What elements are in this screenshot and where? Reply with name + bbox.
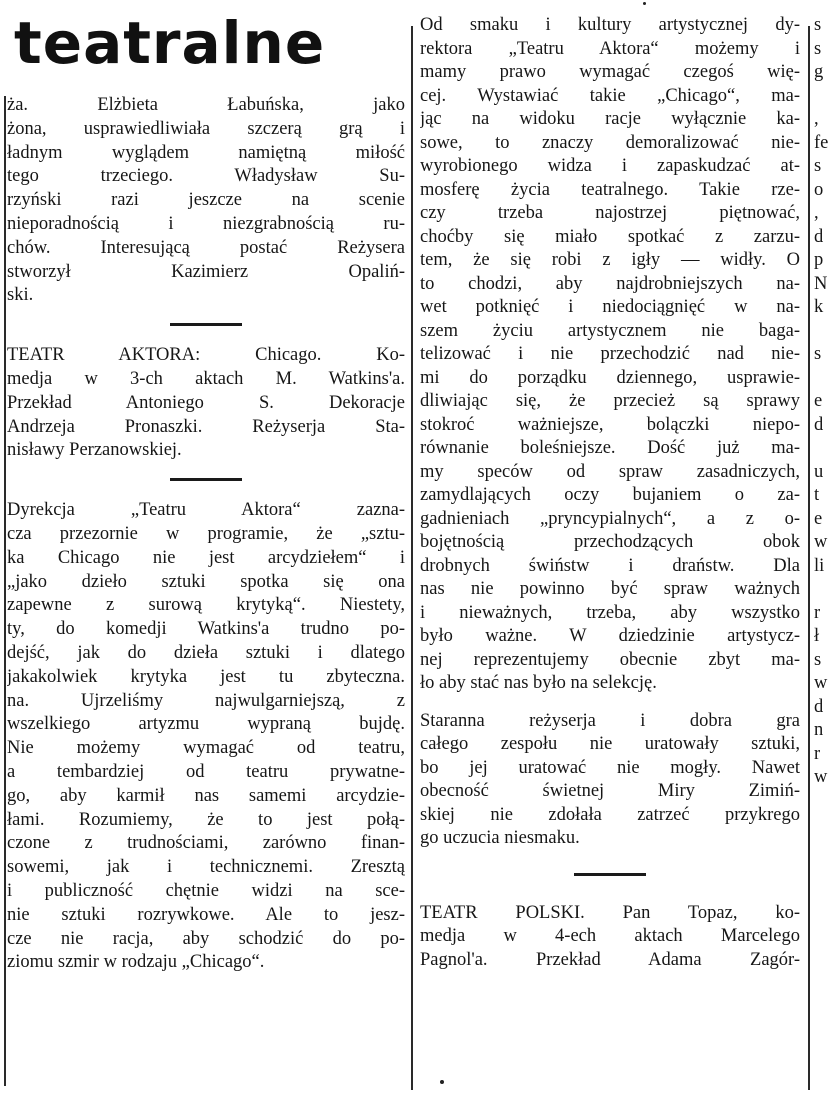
fragment-line: r <box>814 602 821 623</box>
text-line: skiej nie zdołała zatrzeć przykrego <box>420 804 800 825</box>
text-line: mosferę życia teatralnego. Takie rze- <box>420 179 800 200</box>
fragment-line: , <box>814 203 819 223</box>
text-line: nisławy Perzanowskiej. <box>7 440 182 461</box>
fragment-line: g <box>814 62 824 82</box>
text-line: wszelkiego artyzmu wypraną bujdę. <box>7 714 405 735</box>
text-line: tem, że się robi z igły — widły. O <box>420 250 800 270</box>
fragment-line: s <box>814 38 822 59</box>
text-line: rzyński razi jeszcze na scenie <box>7 190 405 211</box>
fragment-line <box>814 367 831 391</box>
fragment-line: d <box>814 226 824 247</box>
text-line: tego trzeciego. Władysław Su- <box>7 166 405 187</box>
text-line: dejść, jak do dzieła sztuki i dlatego <box>7 642 405 663</box>
print-speck <box>643 2 646 5</box>
text-line: sowemi, jak i technicznemi. Zresztą <box>7 857 405 878</box>
left-column <box>7 94 405 975</box>
text-line: medja w 4-ech aktach Marcelego <box>420 926 800 946</box>
column-rule-left <box>4 96 6 1086</box>
column-rule-right <box>808 26 810 1090</box>
text-line: bo jej uratować nie mogły. Nawet <box>420 757 800 778</box>
text-line: czone z trudnościami, zarówno finan- <box>7 833 405 854</box>
fragment-line: s <box>814 156 822 176</box>
fragment-line: fe <box>814 132 829 153</box>
text-line: i nieważnych, trzeba, aby wszystko <box>420 602 800 623</box>
text-line: gadnieniach „pryncypialnych“, a z o- <box>420 508 800 529</box>
fragment-line: ł <box>814 626 820 646</box>
conclusion-paragraph <box>420 710 800 851</box>
fragment-line: n <box>814 720 824 740</box>
text-line: i publiczność chętnie widzi na sce- <box>7 880 405 901</box>
text-line: Dyrekcja „Teatru Aktora“ zazna- <box>7 500 405 521</box>
fragment-line: d <box>814 696 824 717</box>
text-line: mamy prawo wymagać czegoś wię- <box>420 62 800 82</box>
fragment-line: w <box>814 673 828 693</box>
section-title: teatralne <box>14 9 326 77</box>
section-divider <box>170 323 242 326</box>
text-line: równanie boleśniejsze. Dość już ma- <box>420 438 800 458</box>
text-line: Nie możemy wymagać od teatru, <box>7 738 405 759</box>
text-line: choćby się miało spotkać z zarzu- <box>420 226 800 247</box>
text-line: stokroć ważniejsze, bolączki niepo- <box>420 414 800 435</box>
play-heading-2 <box>420 902 800 973</box>
text-line: wyrobionego widza i zapaskudzać at- <box>420 156 800 176</box>
fragment-line <box>814 320 831 344</box>
text-line: bojętnością przechodzących obok <box>420 532 800 552</box>
text-line: drobnych świństw i draństw. Dla <box>420 555 800 576</box>
fragment-line: d <box>814 414 824 435</box>
text-line: ski. <box>7 285 34 306</box>
text-line: Andrzeja Pronaszki. Reżyserja Sta- <box>7 416 405 437</box>
fragment-line: t <box>814 485 820 505</box>
text-line: ło aby stać nas było na selekcję. <box>420 673 657 693</box>
text-line: całego zespołu nie uratowały sztuki, <box>420 734 800 754</box>
fragment-line: e <box>814 391 823 411</box>
commentary-paragraph <box>420 14 800 696</box>
intro-paragraph <box>7 94 405 308</box>
text-line: nej reprezentujemy obecnie zbyt ma- <box>420 649 800 670</box>
text-line: cze nie racja, aby schodzić do po- <box>7 928 405 949</box>
text-line: Przekład Antoniego S. Dekoracje <box>7 392 405 413</box>
review-paragraph <box>7 499 405 975</box>
text-line: Od smaku i kultury artystycznej dy- <box>420 15 800 35</box>
text-line: zamydlających oczy bujaniem o za- <box>420 485 800 505</box>
fragment-line: w <box>814 532 828 552</box>
text-line: nas nie powinno być spraw ważnych <box>420 579 800 599</box>
fragment-line: li <box>814 555 825 576</box>
text-line: było ważne. W dziedzinie artystycz- <box>420 626 800 646</box>
text-line: obecność świetnej Miry Zimiń- <box>420 781 800 801</box>
play-heading <box>7 344 405 463</box>
text-line: ża. Elżbieta Łabuńska, jako <box>7 95 405 115</box>
text-line: ziomu szmir w rodzaju „Chicago“. <box>7 952 265 973</box>
text-line: to chodzi, aby najdrobniejszych na- <box>420 273 800 294</box>
fragment-line <box>814 578 831 602</box>
right-column-fragment <box>814 14 831 790</box>
fragment-line: N <box>814 273 828 294</box>
text-line: stworzył Kazimierz Opaliń- <box>7 261 405 282</box>
text-line: czy trzeba najostrzej piętnować, <box>420 203 800 223</box>
text-line: cza przezornie w programie, że „sztu- <box>7 523 405 544</box>
middle-column <box>420 14 800 972</box>
fragment-line: s <box>814 649 822 670</box>
fragment-line: s <box>814 15 822 35</box>
text-line: wet potknięć i niedociągnięć w na- <box>420 297 800 317</box>
section-divider <box>170 478 242 481</box>
text-line: go, aby karmił nas samemi arcydzie- <box>7 785 405 806</box>
fragment-line <box>814 437 831 461</box>
text-line: dliwiając się, że przecież są sprawy <box>420 391 800 411</box>
text-line: ładnym wyglądem namiętną miłość <box>7 142 405 163</box>
print-speck <box>440 1080 444 1084</box>
text-line: medja w 3-ch aktach M. Watkins'a. <box>7 368 405 389</box>
paragraph-gap <box>420 696 800 710</box>
text-line: cej. Wystawiać takie „Chicago“, ma- <box>420 85 800 106</box>
text-line: jakakolwiek krytyka jest tu zbyteczna. <box>7 666 405 687</box>
fragment-line: k <box>814 297 824 317</box>
text-line: Staranna reżyserja i dobra gra <box>420 710 800 731</box>
text-line: rektora „Teatru Aktora“ możemy i <box>420 38 800 59</box>
fragment-line: s <box>814 344 822 364</box>
text-line: my speców od spraw zasadniczych, <box>420 461 800 482</box>
fragment-line <box>814 85 831 109</box>
fragment-line: u <box>814 461 824 482</box>
text-line: chów. Interesującą postać Reżysera <box>7 237 405 258</box>
text-line: Pagnol'a. Przekład Adama Zagór- <box>420 949 800 970</box>
text-line: jąc na widoku racje wyłącznie ka- <box>420 109 800 129</box>
fragment-line: , <box>814 109 819 129</box>
text-line: a tembardziej od teatru prywatne- <box>7 761 405 782</box>
fragment-line: o <box>814 179 824 200</box>
fragment-line: p <box>814 250 824 270</box>
text-line: TEATR AKTORA: Chicago. Ko- <box>7 345 405 366</box>
text-line: żona, usprawiedliwiała szczerą grą i <box>7 118 405 139</box>
text-line: zapewne z surową krytyką“. Niestety, <box>7 595 405 616</box>
fragment-line: r <box>814 743 821 764</box>
text-line: mi do porządku dziennego, usprawie- <box>420 367 800 388</box>
text-line: nie sztuki rozrywkowe. Ale to jesz- <box>7 904 405 925</box>
text-line: go uczucia niesmaku. <box>420 828 580 848</box>
text-line: sowe, to znaczy demoralizować nie- <box>420 132 800 153</box>
text-line: TEATR POLSKI. Pan Topaz, ko- <box>420 902 800 923</box>
text-line: łami. Rozumiemy, że to jest połą- <box>7 809 405 830</box>
fragment-line: e <box>814 508 823 529</box>
text-line: szem życiu artystycznem nie baga- <box>420 320 800 341</box>
text-line: nieporadnością i niezgrabnością ru- <box>7 213 405 234</box>
text-line: na. Ujrzeliśmy najwulgarniejszą, z <box>7 690 405 711</box>
fragment-line: w <box>814 767 828 787</box>
section-divider <box>574 873 646 876</box>
text-line: „jako dzieło sztuki spotka się ona <box>7 571 405 592</box>
text-line: ty, do komedji Watkins'a trudno po- <box>7 619 405 640</box>
text-line: telizować i nie przechodzić nad nie- <box>420 344 800 364</box>
column-rule-middle <box>411 26 413 1090</box>
text-line: ka Chicago nie jest arcydziełem“ i <box>7 547 405 568</box>
